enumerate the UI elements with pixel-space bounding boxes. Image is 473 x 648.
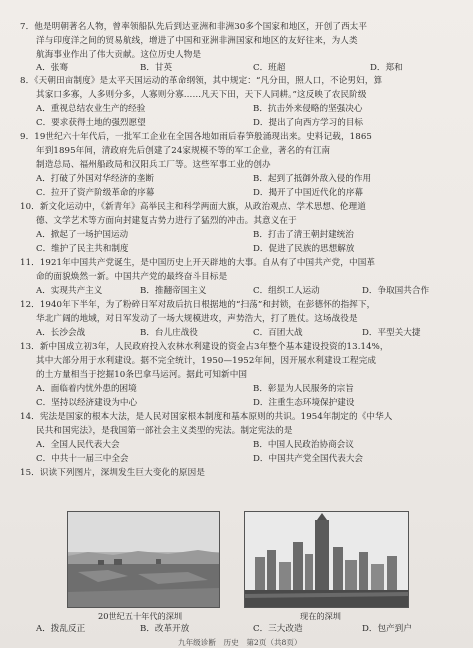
q7-option-c: C．班超 <box>253 63 286 73</box>
caption-shenzhen-1950s: 20世纪五十年代的深圳 <box>98 611 183 621</box>
q13-option-b: B．彰显为人民服务的宗旨 <box>253 384 354 394</box>
q11-option-d: D．争取国共合作 <box>362 286 430 296</box>
q12-option-d: D．平型关大捷 <box>362 328 421 338</box>
caption-shenzhen-now: 现在的深圳 <box>300 611 341 621</box>
q15-option-a: A．拨乱反正 <box>36 624 86 634</box>
q7-option-b: B．甘英 <box>140 63 173 73</box>
q11-option-b: B．推翻帝国主义 <box>140 286 207 296</box>
q14-option-a: A．全国人民代表大会 <box>36 440 120 450</box>
q9-line2: 年到1895年间，清政府先后创建了24家规模不等的军工企业，著名的有江南 <box>36 146 331 156</box>
q9-option-a: A．打破了外国对华经济的垄断 <box>36 174 154 184</box>
q11-line1: 11．1921年中国共产党诞生，是中国历史上开天辟地的大事。自从有了中国共产党，中国革 <box>20 258 376 268</box>
q8-option-c: C．要求获得土地的强烈愿望 <box>36 118 146 128</box>
q15-line1: 15．识读下列图片，深圳发生巨大变化的原因是 <box>20 468 206 478</box>
q11-option-a: A．实现共产主义 <box>36 286 103 296</box>
q11-option-c: C．组织工人运动 <box>253 286 320 296</box>
q15-option-b: B．改革开放 <box>140 624 190 634</box>
q8-line2: 其家口多寡，人多则分多，人寡则分寡……凡天下田，天下人同耕。”这反映了农民阶级 <box>36 90 367 100</box>
q14-line1: 14．宪法是国家的根本大法，是人民对国家根本制度和基本原则的共识。1954年制定的《中华人 <box>20 412 393 422</box>
q8-option-a: A．重视总结农业生产的经验 <box>36 104 146 114</box>
q9-option-d: D．揭开了中国近代化的序幕 <box>253 188 364 198</box>
q7-option-d: D．郑和 <box>370 63 403 73</box>
q9-line3: 制造总局、福州船政局和汉阳兵工厂等。这些军事工业的创办 <box>36 160 271 170</box>
q10-line1: 10．新文化运动中，《新青年》高举民主和科学两面大旗，从政治观点、学术思想、伦理道 <box>20 202 366 212</box>
q12-option-c: C．百团大战 <box>253 328 303 338</box>
q14-line2: 民共和国宪法》，是我国第一部社会主义类型的宪法。制定宪法的是 <box>36 426 293 436</box>
q14-option-d: D．中国共产党全国代表大会 <box>253 454 364 464</box>
q13-line2: 其中大部分用于水利建设。据不完全统计，1950—1952年间，因开展水利建设工程完成 <box>36 356 377 366</box>
q10-option-b: B．打击了清王朝封建统治 <box>253 230 354 240</box>
q12-line2: 华北广阔的地域，对日军发动了一场大规模进攻，声势浩大，打了胜仗。这场战役是 <box>36 314 358 324</box>
q13-line3: 的土方量相当于挖掘10条巴拿马运河。据此可知新中国 <box>36 370 248 380</box>
q9-line1: 9．19世纪六十年代后，一批军工企业在全国各地如雨后春笋般涌现出来。史料记载，1865 <box>20 132 372 142</box>
q14-option-c: C．中共十一届三中全会 <box>36 454 129 464</box>
q15-option-c: C．三大改造 <box>253 624 303 634</box>
q13-option-a: A．面临着内忧外患的困境 <box>36 384 137 394</box>
q7-line3: 航海事业作出了伟大贡献。这位历史人物是 <box>36 50 202 60</box>
q7-line2: 洋与印度洋之间的贸易航线，增进了中国和亚洲非洲国家和地区的友好往来，为人类 <box>36 36 358 46</box>
q11-line2: 命的面貌焕然一新。中国共产党的最终奋斗目标是 <box>36 272 228 282</box>
q13-option-c: C．坚持以经济建设为中心 <box>36 398 138 408</box>
page-footer: 九年级诊断 历史 第2页（共8页） <box>178 638 302 647</box>
q12-line1: 12．1940年下半年，为了粉碎日军对敌后抗日根据地的“扫荡”和封锁，在彭德怀的指挥下， <box>20 300 376 310</box>
q13-line1: 13．新中国成立初3年，人民政府投入农林水利建设的资金占3年整个基本建设投资的13.14%， <box>20 342 389 352</box>
q10-option-d: D．促进了民族的思想解放 <box>253 244 355 254</box>
q10-line2: 德、文学艺术等方面向封建复古势力进行了猛烈的冲击。其意义在于 <box>36 216 297 226</box>
q10-option-c: C．维护了民主共和制度 <box>36 244 129 254</box>
q12-option-a: A．长沙会战 <box>36 328 86 338</box>
q14-option-b: B．中国人民政治协商会议 <box>253 440 354 450</box>
shenzhen-now-photo <box>244 511 409 608</box>
shenzhen-1950s-photo <box>67 511 220 608</box>
q7-line1: 7．他是明朝著名人物，曾率领船队先后到达亚洲和非洲30多个国家和地区，开创了西太平 <box>20 22 368 32</box>
q13-option-d: D．注重生态环境保护建设 <box>253 398 355 408</box>
q8-option-b: B．抗击外来侵略的坚强决心 <box>253 104 363 114</box>
q9-option-b: B．起到了抵御外敌入侵的作用 <box>253 174 372 184</box>
q8-option-d: D．提出了向西方学习的目标 <box>253 118 364 128</box>
q7-option-a: A．张骞 <box>36 63 68 73</box>
q9-option-c: C．拉开了资产阶级革命的序幕 <box>36 188 155 198</box>
q15-option-d: D．包产到户 <box>362 624 412 634</box>
q10-option-a: A．掀起了一场护国运动 <box>36 230 129 240</box>
q12-option-b: B．台儿庄战役 <box>140 328 198 338</box>
q8-line1: 8．《天朝田亩制度》是太平天国运动的革命纲领，其中规定：“凡分田，照人口，不论男妇，算 <box>20 76 383 86</box>
